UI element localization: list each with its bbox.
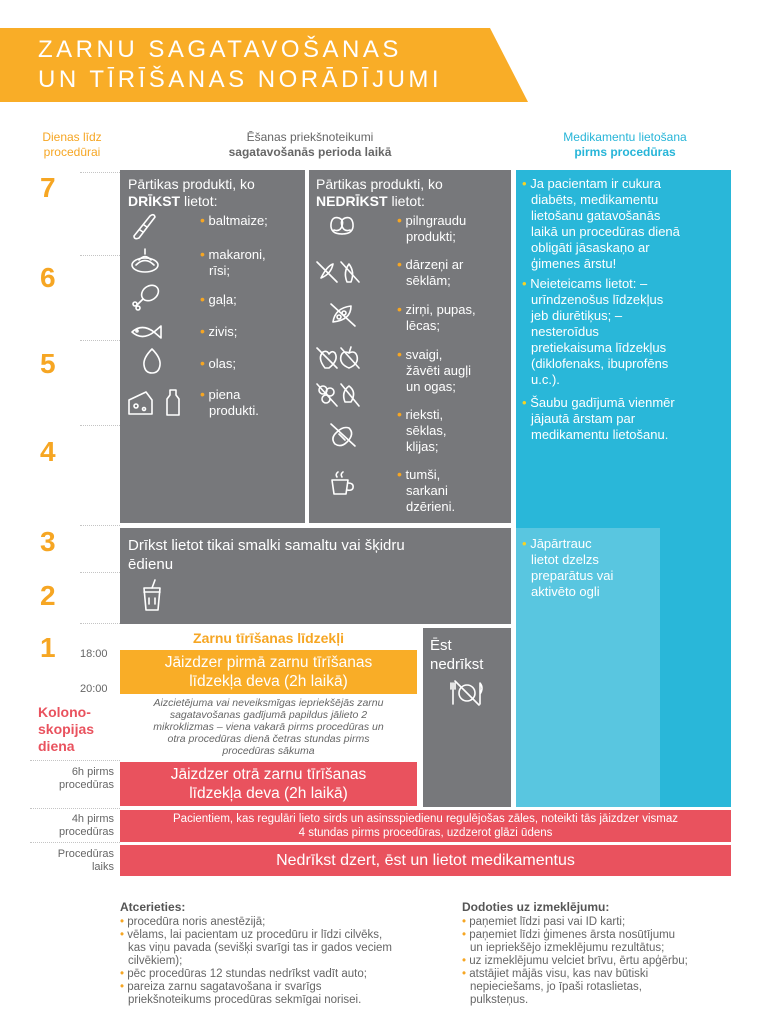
- divider: [30, 808, 120, 809]
- allowed-header-strong: DRĪKST: [128, 193, 181, 209]
- enema-note-line: Aizcietējuma vai neveiksmīgas iepriekšējās zarnu: [153, 697, 384, 709]
- remember-item-text: cilvēkiem);: [128, 955, 183, 967]
- pasta-icon: [128, 246, 162, 276]
- six-hours-line1: 6h pirms: [71, 766, 114, 778]
- allowed-item-text: rīsi;: [209, 263, 230, 278]
- forbidden-item-text: un ogas;: [406, 379, 456, 394]
- meds-text: laikā un procedūras dienā: [531, 224, 680, 239]
- enema-note-line: procedūras sākuma: [222, 745, 315, 757]
- meds-bullet-diabetes: • Ja pacientam ir cukura diabēts, medikamentu lietošanu gatavošanās laikā un procedūras dienā obligāti jāsaskaņo ar ģimenes ārstu!: [522, 176, 727, 272]
- heart-meds-line1: Pacientiem, kas regulāri lieto sirds un asinsspiedienu regulējošas zāles, noteikti tās jāizdzer vismaz: [173, 813, 678, 825]
- forbidden-item-text: žāvēti augļi: [406, 363, 472, 378]
- first-dose-line1: Jāizdzer pirmā zarnu tīrīšanas: [164, 654, 373, 671]
- forbidden-item-text: dzērieni.: [406, 499, 456, 514]
- forbidden-header-strong: NEDRĪKST: [316, 193, 388, 209]
- meds-header-line2: pirms procedūras: [574, 145, 676, 159]
- allowed-item-text: zivis;: [208, 324, 238, 339]
- remember-section: [120, 900, 440, 1007]
- meds-header-line1: Medikamentu lietošana: [563, 130, 687, 144]
- meds-text: nesteroīdus: [531, 324, 599, 339]
- first-dose-line2: līdzekļa deva (2h laikā): [189, 673, 348, 690]
- eating-header-line1: Ēšanas priekšnoteikumi: [246, 130, 374, 144]
- no-fruit-icon: [315, 342, 361, 372]
- going-item: • uz izmeklējumu velciet brīvu, ērtu apģērbu;: [462, 955, 688, 967]
- divider: [80, 340, 120, 341]
- no-eating-text: [430, 636, 483, 674]
- forbidden-item-text: lēcas;: [406, 318, 440, 333]
- remember-item: • vēlams, lai pacientam uz procedūru ir līdzi cilvēks,: [120, 929, 383, 941]
- allowed-item-text: olas;: [208, 356, 236, 371]
- header-banner: [0, 28, 528, 102]
- allowed-item: • olas;: [200, 355, 236, 371]
- allowed-foods-panel: [120, 170, 305, 523]
- bread-icon: [128, 210, 158, 240]
- forbidden-item-text: sēklas,: [406, 423, 447, 438]
- divider: [30, 760, 120, 761]
- enema-note-line: mikroklizmas – viena vakarā pirms procedūras un: [153, 721, 384, 733]
- first-dose-box: [120, 650, 417, 694]
- day-5: 5: [40, 348, 56, 379]
- going-item: • atstājiet mājās visu, kas nav būtiski: [462, 968, 649, 980]
- meds-bullet-ask-doctor: • Šaubu gadījumā vienmēr jājautā ārstam par medikamentu lietošanu.: [522, 395, 727, 443]
- forbidden-header-line1: Pārtikas produkti, ko: [316, 176, 443, 192]
- chicken-leg-icon: [130, 282, 162, 312]
- liquid-food-line1: Drīkst lietot tikai smalki samaltu vai šķidru: [128, 537, 405, 554]
- second-dose-line1: Jāizdzer otrā zarnu tīrīšanas: [170, 766, 367, 783]
- meds-text: Neieteicams lietot: –: [530, 276, 648, 291]
- meds-text: lietošanu gatavošanās: [531, 208, 661, 223]
- forbidden-item: • svaigi,: [397, 346, 443, 362]
- allowed-item-text: makaroni,: [208, 247, 266, 262]
- no-drinking-box: Nedrīkst dzert, ēst un lietot medikamentus: [120, 845, 731, 876]
- heart-meds-line2: 4 stundas pirms procedūras, uzdzerot glāzi ūdens: [298, 827, 553, 839]
- remember-item-text: vēlams, lai pacientam uz procedūru ir līdzi cilvēks,: [127, 929, 383, 941]
- day-2: 2: [40, 580, 56, 611]
- remember-item-text: pēc procedūras 12 stundas nedrīkst vadīt auto;: [127, 968, 367, 980]
- liquid-food-line2: ēdienu: [128, 556, 174, 573]
- day-6: 6: [40, 262, 56, 293]
- meds-text: lietot dzelzs: [531, 552, 599, 567]
- page-title-line1: ZARNU SAGATAVOŠANAS: [38, 36, 402, 63]
- allowed-item: • gaļa;: [200, 291, 237, 307]
- forbidden-header-rest: lietot:: [391, 193, 425, 209]
- meds-text: aktivēto ogli: [531, 584, 600, 599]
- going-item-text: uz izmeklējumu velciet brīvu, ērtu apģērbu;: [469, 955, 688, 967]
- second-dose-box: [120, 762, 417, 806]
- meds-text: Šaubu gadījumā vienmēr: [530, 395, 675, 410]
- allowed-header: [128, 176, 255, 210]
- enema-note-line: sagatavošanas gadījumā papildus jālieto 2: [169, 709, 368, 721]
- four-hours-line1: 4h pirms: [71, 813, 114, 825]
- meds-text: jājautā ārstam par: [531, 411, 636, 426]
- going-item-text: un iepriekšējo izmeklējumu rezultātus;: [470, 942, 665, 954]
- forbidden-item-text: tumši,: [405, 467, 441, 482]
- no-eating-panel: [423, 628, 511, 807]
- fish-icon: [128, 320, 164, 344]
- procedure-time-label: [40, 848, 114, 874]
- forbidden-item-text: pilngraudu: [405, 213, 467, 228]
- meds-text: pretiekaisuma līdzekļus: [531, 340, 667, 355]
- forbidden-header: [316, 176, 443, 210]
- forbidden-item: • tumši,: [397, 466, 441, 482]
- meds-bullet-not-recommended: • Neieteicams lietot: – urīndzenošus līdzekļus jeb diurētiķus; – nesteroīdus pretiekaisuma līdzekļus (diklofenaks, ibuprofēns u.c.).: [522, 276, 727, 388]
- meds-text: medikamentu lietošanu.: [531, 427, 669, 442]
- cheese-milk-icon: [126, 386, 184, 418]
- forbidden-item-text: rieksti,: [405, 407, 444, 422]
- eating-column-header: [150, 130, 470, 160]
- meds-text: obligāti jāsaskaņo ar: [531, 240, 650, 255]
- remember-item-text: procedūra noris anestēzijā;: [127, 916, 266, 928]
- forbidden-item-text: sarkani: [406, 483, 448, 498]
- colonoscopy-line3: diena: [38, 738, 75, 754]
- day-7: 7: [40, 172, 56, 203]
- allowed-item: • makaroni,: [200, 246, 266, 262]
- six-hours-line2: procedūras: [58, 779, 114, 791]
- time-1800: 18:00: [80, 648, 108, 660]
- forbidden-item-text: svaigi,: [405, 347, 443, 362]
- remember-item: • procedūra noris anestēzijā;: [120, 916, 266, 928]
- going-item: • paņemiet līdzi ģimenes ārsta nosūtījumu: [462, 929, 676, 941]
- going-item-text: paņemiet līdzi ģimenes ārsta nosūtījumu: [469, 929, 676, 941]
- forbidden-item: • pilngraudu: [397, 212, 467, 228]
- forbidden-item-text: klijas;: [406, 439, 439, 454]
- egg-icon: [140, 346, 164, 376]
- days-header-line2: procedūrai: [43, 145, 101, 159]
- allowed-item-text: produkti.: [209, 403, 259, 418]
- allowed-item: • piena: [200, 386, 241, 402]
- allowed-header-rest: lietot:: [184, 193, 218, 209]
- stop-iron-text: • Jāpārtrauc lietot dzelzs preparātus vai aktivēto ogli: [522, 536, 614, 599]
- allowed-item-text: gaļa;: [208, 292, 237, 307]
- no-vegetables-icon: [315, 258, 361, 286]
- meds-text: jeb diurētiķus; –: [531, 308, 623, 323]
- no-eating-icon: [449, 678, 485, 708]
- meds-text: (diklofenaks, ibuprofēns: [531, 356, 669, 371]
- meds-text: Jāpārtrauc: [530, 536, 592, 551]
- second-dose-line2: līdzekļa deva (2h laikā): [189, 785, 348, 802]
- remember-item: • pēc procedūras 12 stundas nedrīkst vadīt auto;: [120, 968, 367, 980]
- going-item-text: atstājiet mājās visu, kas nav būtiski: [469, 968, 649, 980]
- remember-item-text: pareiza zarnu sagatavošana ir svarīgs: [127, 981, 322, 993]
- days-header-line1: Dienas līdz: [42, 130, 102, 144]
- remember-item: • pareiza zarnu sagatavošana ir svarīgs: [120, 981, 322, 993]
- divider: [80, 572, 120, 573]
- allowed-item-text: baltmaize;: [208, 213, 268, 228]
- forbidden-item: • zirņi, pupas,: [397, 301, 476, 317]
- smoothie-cup-icon: [140, 578, 164, 612]
- meds-text: u.c.).: [531, 372, 560, 387]
- forbidden-item-text: zirņi, pupas,: [405, 302, 476, 317]
- meds-text: ģimenes ārstu!: [531, 256, 617, 271]
- no-berries-icon: [315, 380, 361, 408]
- page-title-line2: UN TĪRĪŠANAS NORĀDĪJUMI: [38, 66, 443, 93]
- eating-header-line2: sagatavošanās perioda laikā: [228, 145, 392, 159]
- no-dark-drink-icon: [327, 468, 359, 498]
- liquid-food-panel: [120, 528, 511, 624]
- meds-column-header: [520, 130, 730, 160]
- remember-item-text: kas viņu pavada (sevišķi svarīgi tas ir gados veciem: [128, 942, 392, 954]
- forbidden-item-text: produkti;: [406, 229, 456, 244]
- forbidden-item-text: dārzeņi ar: [405, 257, 464, 272]
- meds-text: Ja pacientam ir cukura: [530, 176, 661, 191]
- forbidden-item: • rieksti,: [397, 406, 444, 422]
- four-hours-label: [40, 813, 114, 839]
- divider: [80, 623, 120, 624]
- day-1: 1: [40, 632, 56, 663]
- remember-item-text: priekšnoteikums procedūras sekmīgai norisei.: [128, 994, 362, 1006]
- remember-title: Atcerieties:: [120, 900, 186, 914]
- no-eating-line1: Ēst: [430, 637, 452, 654]
- allowed-item-text: piena: [208, 387, 241, 402]
- day-3: 3: [40, 526, 56, 557]
- divider: [30, 842, 120, 843]
- no-nuts-icon: [327, 420, 359, 450]
- meds-text: diabēts, medikamentu: [531, 192, 659, 207]
- stop-iron-panel: [516, 528, 660, 807]
- colonoscopy-line1: Kolono-: [38, 704, 91, 720]
- enema-note: [120, 697, 417, 757]
- divider: [80, 255, 120, 256]
- allowed-item: • baltmaize;: [200, 212, 268, 228]
- divider: [80, 525, 120, 526]
- days-column-header: [22, 130, 122, 160]
- four-hours-line2: procedūras: [58, 826, 114, 838]
- enema-note-line: otra procedūras dienā četras stundas pirms: [167, 733, 370, 745]
- no-eating-line2: nedrīkst: [430, 656, 484, 673]
- going-title: Dodoties uz izmeklējumu:: [462, 900, 610, 914]
- six-hours-label: [40, 766, 114, 792]
- procedure-time-line1: Procedūras: [57, 848, 114, 860]
- divider: [80, 172, 120, 173]
- going-to-exam-section: [462, 900, 762, 1007]
- procedure-time-line2: laiks: [91, 861, 114, 873]
- pretzel-icon: [327, 212, 357, 238]
- day-4: 4: [40, 436, 56, 467]
- meds-text: preparātus vai: [531, 568, 614, 583]
- allowed-item: • zivis;: [200, 323, 238, 339]
- forbidden-item-text: sēklām;: [406, 273, 451, 288]
- no-peas-icon: [327, 300, 359, 330]
- going-item-text: nepieciešams, jo īpaši rotaslietas,: [470, 981, 642, 993]
- forbidden-item: • dārzeņi ar: [397, 256, 464, 272]
- going-item-text: paņemiet līdzi pasi vai ID karti;: [469, 916, 626, 928]
- time-2000: 20:00: [80, 683, 108, 695]
- heart-meds-box: [120, 810, 731, 842]
- colonoscopy-day-label: [38, 704, 94, 755]
- cleansing-title: Zarnu tīrīšanas līdzekļi: [193, 630, 344, 646]
- liquid-food-text: [128, 536, 405, 574]
- going-item-text: pulksteņus.: [470, 994, 529, 1006]
- colonoscopy-line2: skopijas: [38, 721, 95, 737]
- meds-text: urīndzenošus līdzekļus: [531, 292, 664, 307]
- allowed-header-line1: Pārtikas produkti, ko: [128, 176, 255, 192]
- going-item: • paņemiet līdzi pasi vai ID karti;: [462, 916, 626, 928]
- forbidden-foods-panel: [309, 170, 511, 523]
- divider: [80, 425, 120, 426]
